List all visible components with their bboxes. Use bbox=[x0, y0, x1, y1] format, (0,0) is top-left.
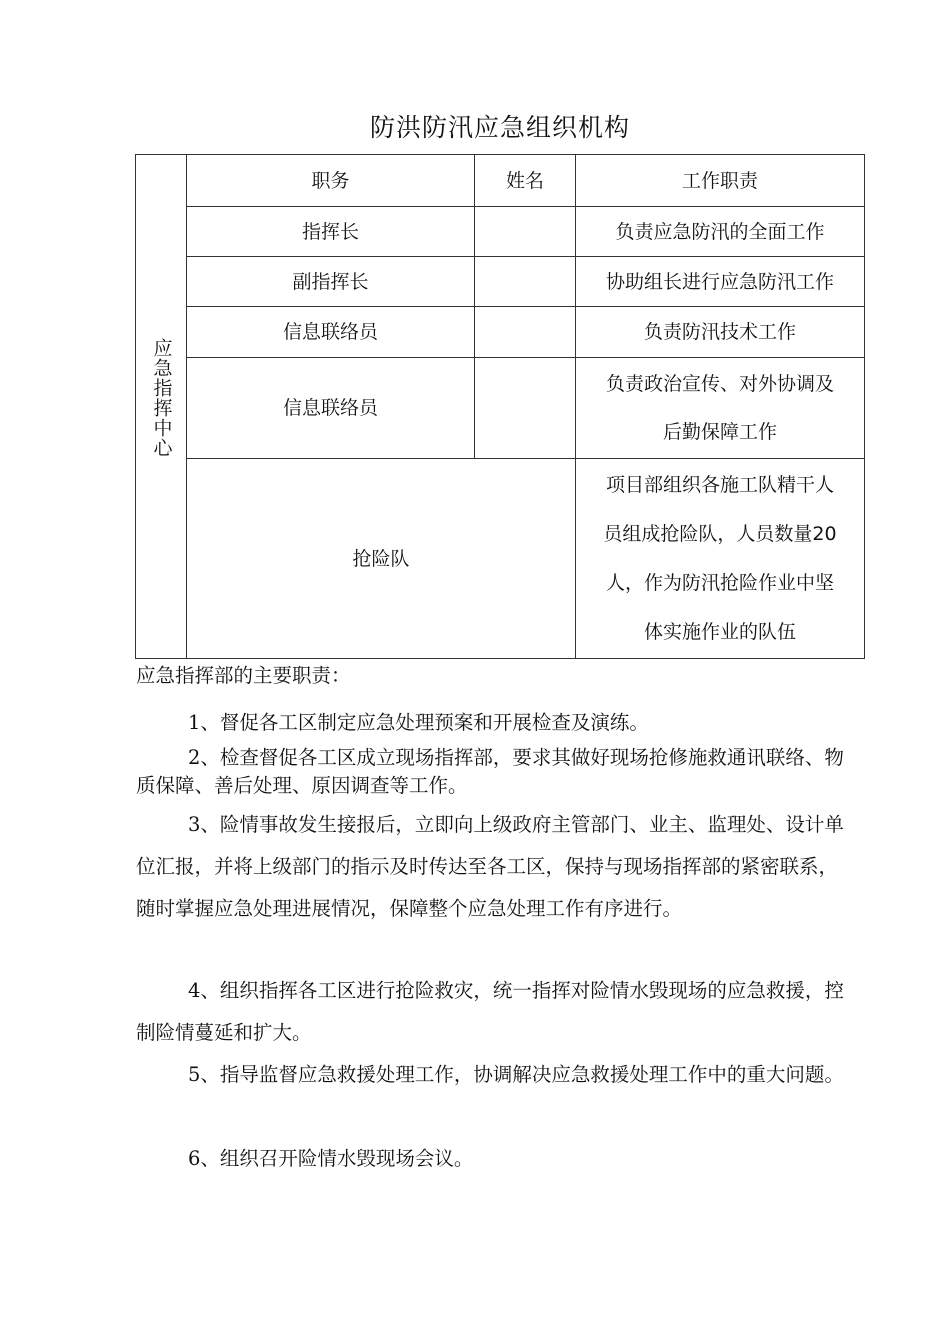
paragraph-text: 1、督促各工区制定应急处理预案和开展检查及演练。 bbox=[188, 711, 649, 734]
duty-line: 人，作为防汛抢险作业中坚 bbox=[605, 571, 834, 594]
paragraph bbox=[136, 970, 856, 1054]
duty-cell bbox=[576, 358, 865, 459]
paragraph-text: 2、检查督促各工区成立现场指挥部，要求其做好现场抢修施救通讯联络、物质保障、善后处理、原因调查等工作。 bbox=[136, 746, 844, 797]
role-cell: 指挥长 bbox=[187, 207, 475, 257]
paragraph bbox=[136, 804, 856, 930]
role-cell: 副指挥长 bbox=[187, 257, 475, 307]
organization-table bbox=[135, 154, 865, 659]
header-name: 姓名 bbox=[475, 155, 576, 207]
table-row bbox=[136, 358, 865, 459]
name-cell bbox=[475, 358, 576, 459]
duty-line: 后勤保障工作 bbox=[662, 421, 777, 443]
role-cell: 信息联络员 bbox=[187, 358, 475, 459]
duty-cell: 负责应急防汛的全面工作 bbox=[576, 207, 865, 257]
header-role: 职务 bbox=[187, 155, 475, 207]
name-cell bbox=[475, 207, 576, 257]
table-row bbox=[136, 307, 865, 358]
table-row bbox=[136, 459, 865, 659]
paragraph-text: 5、指导监督应急救援处理工作，协调解决应急救援处理工作中的重大问题。 bbox=[188, 1063, 844, 1086]
document-title: 防洪防汛应急组织机构 bbox=[369, 113, 630, 142]
name-cell bbox=[475, 257, 576, 307]
duty-cell: 负责防汛技术工作 bbox=[576, 307, 865, 358]
paragraph-text: 3、险情事故发生接报后，立即向上级政府主管部门、业主、监理处、设计单位汇报，并将上级部门的指示及时传达至各工区，保持与现场指挥部的紧密联系，随时掌握应急处理进展情况，保障整个应急处理工作有序进行。 bbox=[136, 813, 844, 920]
paragraph-text: 4、组织指挥各工区进行抢险救灾，统一指挥对险情水毁现场的应急救援，控制险情蔓延和扩大。 bbox=[136, 979, 844, 1044]
duty-line: 员组成抢险队，人员数量20 bbox=[603, 522, 837, 545]
paragraph bbox=[136, 1138, 856, 1180]
name-cell bbox=[475, 307, 576, 358]
header-duty: 工作职责 bbox=[576, 155, 865, 207]
duty-cell bbox=[576, 459, 865, 659]
table-row bbox=[136, 257, 865, 307]
table-header-row bbox=[136, 155, 865, 207]
duty-line: 体实施作业的队伍 bbox=[643, 620, 796, 643]
duty-line: 项目部组织各施工队精干人 bbox=[605, 473, 834, 496]
duty-line: 负责政治宣传、对外协调及 bbox=[605, 373, 834, 395]
role-cell: 信息联络员 bbox=[187, 307, 475, 358]
side-label-cell bbox=[136, 155, 187, 659]
paragraph bbox=[136, 702, 856, 744]
section-intro: 应急指挥部的主要职责： bbox=[136, 664, 351, 687]
paragraph bbox=[136, 1054, 856, 1096]
side-label: 应急指挥中心 bbox=[150, 337, 173, 458]
table-row bbox=[136, 207, 865, 257]
duty-cell: 协助组长进行应急防汛工作 bbox=[576, 257, 865, 307]
paragraph bbox=[136, 744, 856, 800]
role-cell: 抢险队 bbox=[187, 459, 576, 659]
paragraph-text: 6、组织召开险情水毁现场会议。 bbox=[188, 1147, 474, 1170]
